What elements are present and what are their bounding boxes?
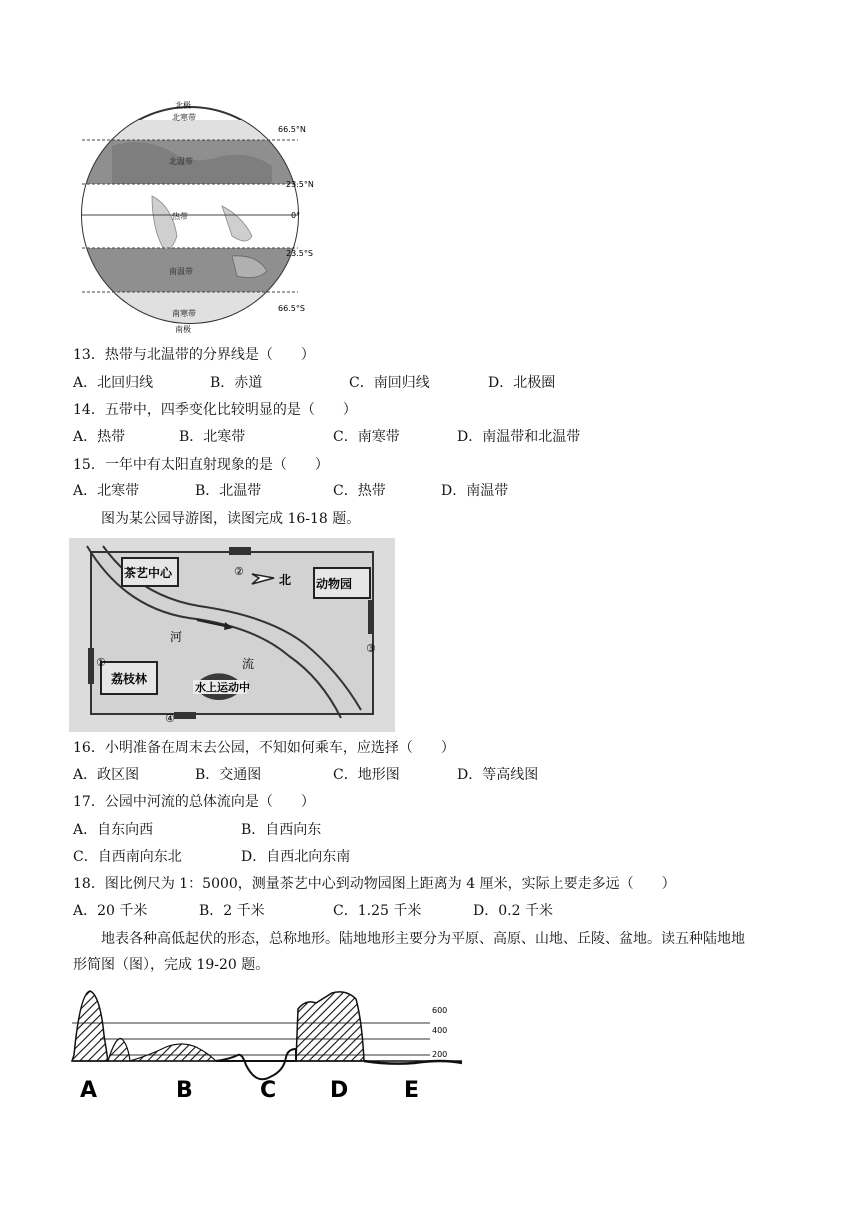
q18-option-c[interactable]: C．1.25 千米: [333, 903, 422, 919]
q13-option-b[interactable]: B．赤道: [210, 375, 263, 391]
south-pole-label: 南极: [175, 325, 191, 334]
terrain-svg: [70, 985, 474, 1105]
question-15-stem: 15．一年中有太阳直射现象的是（ ）: [73, 457, 329, 473]
q18-option-d[interactable]: D．0.2 千米: [473, 903, 553, 919]
q18-option-b[interactable]: B．2 千米: [199, 903, 265, 919]
tropical-label: 热带: [172, 212, 188, 221]
globe-svg: [72, 96, 322, 340]
q14-option-c[interactable]: C．南寒带: [333, 429, 400, 445]
q14-option-b[interactable]: B．北寒带: [179, 429, 246, 445]
q17-option-a[interactable]: A．自东向西: [73, 822, 154, 838]
q13-option-d[interactable]: D．北极圈: [488, 375, 556, 391]
lat-665s-label: 66.5°S: [278, 304, 305, 313]
south-temperate-label: 南温带: [169, 267, 193, 276]
q16-option-a[interactable]: A．政区图: [73, 767, 140, 783]
park-map-figure: [69, 538, 395, 732]
q16-option-b[interactable]: B．交通图: [195, 767, 262, 783]
q17-option-b[interactable]: B．自西向东: [241, 822, 322, 838]
terrain-label-a: A: [80, 1078, 98, 1103]
south-frigid-label: 南寒带: [172, 309, 196, 318]
gate-2-bar: [229, 547, 251, 555]
q15-option-c[interactable]: C．热带: [333, 483, 386, 499]
q18-option-a[interactable]: A．20 千米: [73, 903, 148, 919]
terrain-label-c: C: [260, 1078, 277, 1103]
terrain-figure: [70, 985, 474, 1105]
river-label-2: 流: [242, 657, 255, 671]
q16-option-c[interactable]: C．地形图: [333, 767, 400, 783]
gate-1-bar: [88, 648, 94, 684]
lat-665n-label: 66.5°N: [278, 125, 306, 134]
zoo-label: 动物园: [316, 577, 353, 591]
q13-option-a[interactable]: A．北回归线: [73, 375, 154, 391]
lychee-forest-label: 荔枝林: [111, 672, 148, 686]
terrain-label-d: D: [330, 1078, 349, 1103]
terrain-intro-line-1: 地表各种高低起伏的形态，总称地形。陆地地形主要分为平原、高原、山地、丘陵、盆地。读五种陆地地: [101, 931, 745, 947]
q14-option-d[interactable]: D．南温带和北温带: [457, 429, 581, 445]
tea-center-label: 茶艺中心: [124, 566, 173, 580]
river-label-1: 河: [170, 630, 183, 644]
terrain-label-e: E: [404, 1078, 420, 1103]
q13-option-c[interactable]: C．南回归线: [349, 375, 430, 391]
terrain-label-b: B: [176, 1078, 193, 1103]
question-13-stem: 13．热带与北温带的分界线是（ ）: [73, 347, 315, 363]
q17-option-d[interactable]: D．自西北向东南: [241, 849, 351, 865]
question-17-stem: 17．公园中河流的总体流向是（ ）: [73, 794, 315, 810]
gate-2-label: ②: [234, 565, 244, 578]
lat-0-label: 0°: [291, 211, 301, 220]
park-intro-text: 图为某公园导游图，读图完成 16-18 题。: [101, 511, 361, 527]
q15-option-b[interactable]: B．北温带: [195, 483, 262, 499]
globe-figure: [72, 96, 322, 340]
north-label: 北: [279, 573, 292, 587]
scale-200-label: 200: [432, 1050, 448, 1059]
q17-option-c[interactable]: C．自西南向东北: [73, 849, 182, 865]
gate-3-label: ③: [366, 642, 376, 655]
water-sports-label: 水上运动中: [195, 681, 250, 694]
north-pole-label: 北极: [175, 101, 191, 110]
question-18-stem: 18．图比例尺为 1：5000，测量茶艺中心到动物园图上距离为 4 厘米，实际上要走多远（ ）: [73, 876, 676, 892]
gate-1-label: ①: [96, 656, 106, 669]
north-frigid-label: 北寒带: [172, 113, 196, 122]
gate-4-label: ④: [165, 712, 175, 725]
gate-4-bar: [174, 712, 196, 719]
terrain-intro-line-2: 形简图（图），完成 19-20 题。: [73, 957, 270, 973]
question-14-stem: 14．五带中，四季变化比较明显的是（ ）: [73, 402, 357, 418]
q15-option-a[interactable]: A．北寒带: [73, 483, 140, 499]
q14-option-a[interactable]: A．热带: [73, 429, 126, 445]
scale-400-label: 400: [432, 1026, 448, 1035]
scale-600-label: 600: [432, 1006, 448, 1015]
lat-235n-label: 23.5°N: [286, 180, 314, 189]
north-temperate-label: 北温带: [169, 157, 193, 166]
q15-option-d[interactable]: D．南温带: [441, 483, 509, 499]
park-map-svg: [69, 538, 395, 732]
question-16-stem: 16．小明准备在周末去公园，不知如何乘车，应选择（ ）: [73, 740, 455, 756]
gate-3-bar: [368, 600, 374, 634]
q16-option-d[interactable]: D．等高线图: [457, 767, 539, 783]
lat-235s-label: 23.5°S: [286, 249, 313, 258]
